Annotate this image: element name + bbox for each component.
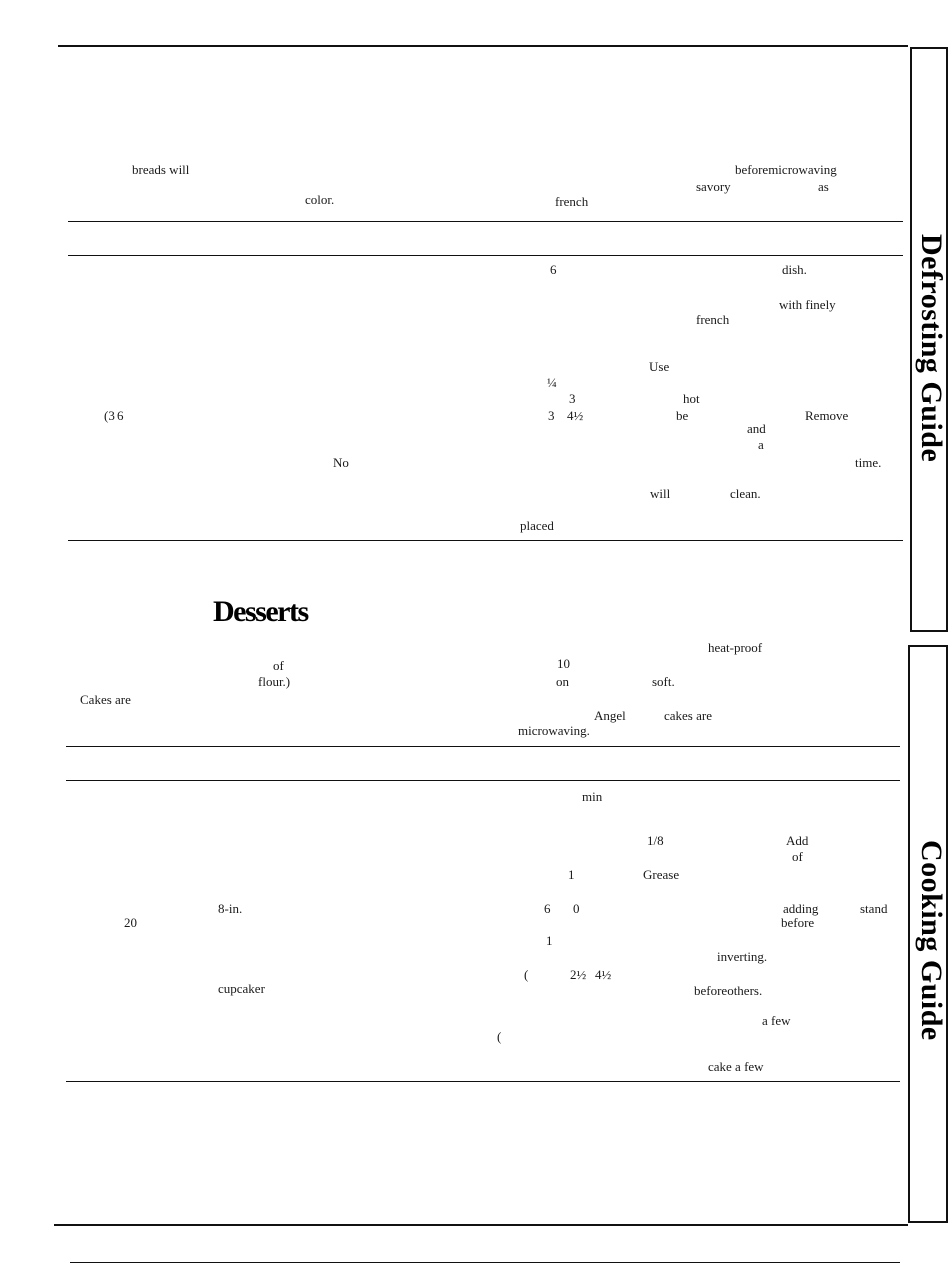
text-fragment: will [650,486,671,501]
text-fragment: french [696,312,730,327]
text-fragment: 1/8 [647,833,664,848]
text-fragment: with finely [779,297,836,312]
text-fragment: soft. [652,674,675,689]
text-fragment: 8-in. [218,901,243,916]
text-fragment: Use [649,359,670,374]
text-fragment: ¼ [547,375,557,390]
text-fragment: breads will [132,162,190,177]
text-fragment: savory [696,179,731,194]
text-fragment: and [747,421,766,436]
footer-rule [70,1262,900,1263]
text-fragment: a few [762,1013,791,1028]
text-fragment: french [555,194,589,209]
text-fragment: Cakes are [80,692,131,707]
breads-intro-rule [68,221,903,222]
cooking-guide-tab-label: Cooking Guide [915,840,948,1041]
text-fragment: ( [524,967,529,982]
text-fragment: 20 [124,915,137,930]
text-fragment: of [792,849,803,864]
text-fragment: 4½ [595,967,612,982]
breads-table-bottom-rule [68,540,903,541]
desserts-table-top-rule [66,780,900,781]
text-fragment: inverting. [717,949,768,964]
text-fragment: Remove [805,408,849,423]
desserts-intro-rule [66,746,900,747]
breads-table-top-rule [68,255,903,256]
text-fragment: 4½ [567,408,584,423]
desserts-table-bottom-rule [66,1081,900,1082]
text-fragment: beforeothers. [694,983,763,998]
text-fragment: 6 [117,408,124,423]
text-fragment: as [818,179,829,194]
text-fragment: ( [497,1029,502,1044]
text-fragment: adding [783,901,819,916]
desserts-heading: Desserts [213,595,308,628]
text-fragment: be [676,408,689,423]
text-fragment: cupcaker [218,981,265,996]
text-fragment: 3 [569,391,576,406]
text-fragment: time. [855,455,882,470]
text-fragment: color. [305,192,335,207]
text-fragment: (3 [104,408,115,423]
defrosting-guide-tab-label: Defrosting Guide [915,234,948,463]
bottom-rule [54,1224,908,1226]
text-fragment: beforemicrowaving [735,162,837,177]
text-fragment: flour.) [258,674,291,689]
text-fragment: microwaving. [518,723,590,738]
text-fragment: 6 [544,901,551,916]
text-fragment: cake a few [708,1059,764,1074]
text-fragment: cakes are [664,708,712,723]
text-fragment: 0 [573,901,580,916]
text-fragment: 1 [546,933,553,948]
text-fragment: Add [786,833,809,848]
text-fragment: before [781,915,815,930]
text-fragment: placed [520,518,554,533]
text-fragment: 6 [550,262,557,277]
text-fragment: min [582,789,603,804]
text-fragment: clean. [730,486,761,501]
text-fragment: of [273,658,284,673]
text-fragment: 2½ [570,967,587,982]
text-fragment: stand [860,901,888,916]
text-fragment: dish. [782,262,807,277]
text-fragment: Angel [594,708,626,723]
top-rule [58,45,908,47]
text-fragment: heat-proof [708,640,763,655]
text-fragment: on [556,674,569,689]
text-fragment: 1 [568,867,575,882]
text-fragment: a [758,437,764,452]
text-fragment: 10 [557,656,570,671]
text-fragment: No [333,455,349,470]
text-fragment: Grease [643,867,680,882]
text-fragment: hot [683,391,700,406]
text-fragment: 3 [548,408,555,423]
